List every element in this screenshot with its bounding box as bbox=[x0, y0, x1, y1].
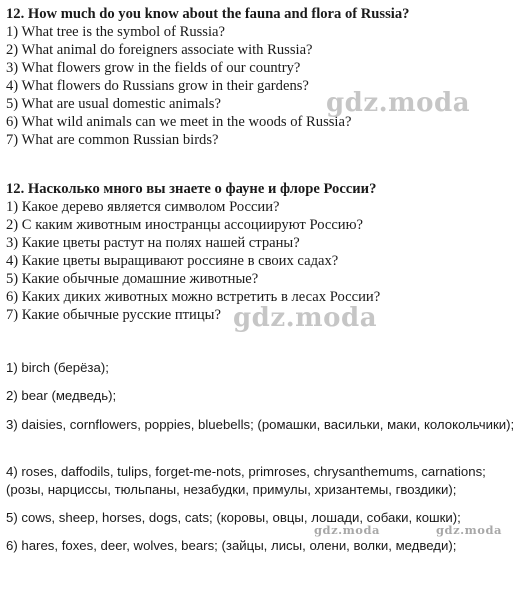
english-section-heading: 12. How much do you know about the fauna and flora of Russia? bbox=[6, 6, 410, 22]
russian-section-heading: 12. Насколько много вы знаете о фауне и флоре России? bbox=[6, 181, 377, 197]
english-question-7: 7) What are common Russian birds? bbox=[6, 132, 219, 148]
english-question-2: 2) What animal do foreigners associate with Russia? bbox=[6, 42, 313, 58]
english-question-1: 1) What tree is the symbol of Russia? bbox=[6, 24, 225, 40]
answer-4: 4) roses, daffodils, tulips, forget-me-nots, primroses, chrysanthemums, carnations; (розы, нарциссы, тюльпаны, незабудки, примулы, хризантемы, гвоздики); bbox=[6, 464, 486, 497]
watermark-large-middle: gdz.moda bbox=[233, 303, 378, 333]
russian-question-4: 4) Какие цветы выращивают россияне в своих садах? bbox=[6, 253, 339, 269]
answer-1: 1) birch (берёза); bbox=[6, 360, 109, 375]
english-questions-section bbox=[6, 5, 518, 149]
answer-2: 2) bear (медведь); bbox=[6, 388, 117, 403]
english-question-6: 6) What wild animals can we meet in the woods of Russia? bbox=[6, 114, 352, 130]
russian-question-2: 2) С каким животным иностранцы ассоциируют Россию? bbox=[6, 217, 363, 233]
answer-3: 3) daisies, cornflowers, poppies, bluebells; (ромашки, васильки, маки, колокольчики); bbox=[6, 417, 515, 432]
english-question-3: 3) What flowers grow in the fields of our country? bbox=[6, 60, 301, 76]
watermark-small-right: gdz.moda bbox=[436, 523, 502, 537]
watermark-large-top: gdz.moda bbox=[326, 88, 471, 118]
english-question-5: 5) What are usual domestic animals? bbox=[6, 96, 221, 112]
answer-5: 5) cows, sheep, horses, dogs, cats; (коровы, овцы, лошади, собаки, кошки); bbox=[6, 510, 461, 525]
russian-question-7: 7) Какие обычные русские птицы? bbox=[6, 307, 221, 323]
watermark-small-left: gdz.moda bbox=[314, 523, 380, 537]
russian-question-3: 3) Какие цветы растут на полях нашей страны? bbox=[6, 235, 300, 251]
russian-question-6: 6) Каких диких животных можно встретить в лесах России? bbox=[6, 289, 381, 305]
answer-6: 6) hares, foxes, deer, wolves, bears; (зайцы, лисы, олени, волки, медведи); bbox=[6, 538, 457, 553]
english-question-4: 4) What flowers do Russians grow in their gardens? bbox=[6, 78, 309, 94]
russian-question-1: 1) Какое дерево является символом России? bbox=[6, 199, 280, 215]
russian-question-5: 5) Какие обычные домашние животные? bbox=[6, 271, 259, 287]
